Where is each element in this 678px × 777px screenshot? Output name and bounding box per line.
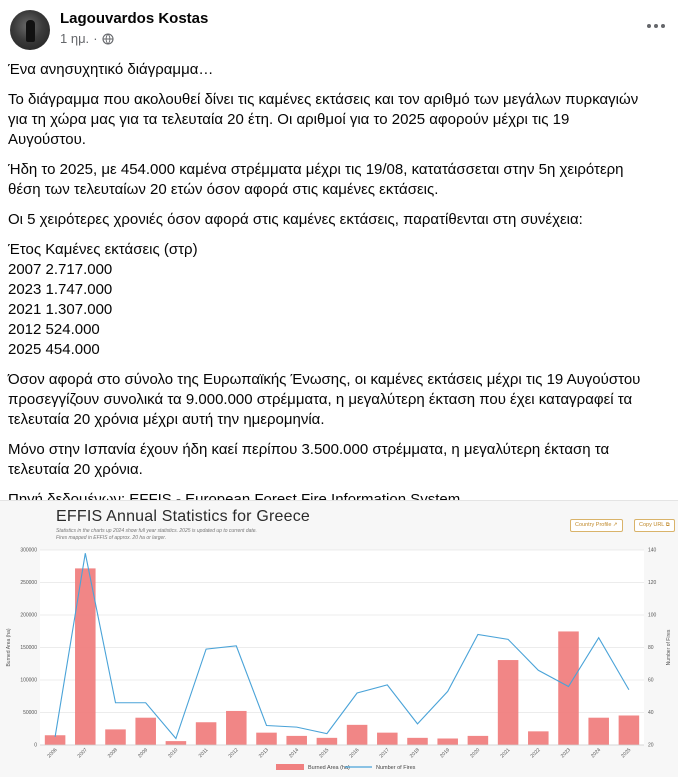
chart-subtitle-line: Statistics in the charts up 2024 show full year statistics. 2025 is updated up to current date.: [56, 528, 257, 534]
y-left-tick-label: 100000: [20, 677, 37, 684]
x-tick-label: 2024: [590, 747, 603, 760]
x-tick-label: 2025: [620, 747, 633, 760]
y-right-tick-label: 80: [648, 645, 654, 652]
burned-area-bar: [286, 736, 307, 745]
post-text: [8, 60, 648, 520]
burned-area-bar: [196, 722, 217, 745]
burned-area-bar: [377, 733, 398, 745]
x-tick-label: 2019: [439, 747, 452, 760]
list-line: 2007 2.717.000: [8, 261, 113, 278]
x-tick-label: 2021: [499, 747, 512, 760]
post-paragraph: Το διάγραμμα που ακολουθεί δίνει τις καμένες εκτάσεις και τον αριθμό των μεγάλων πυρκαγιών για τη χώρα μας για τα τελευταία 20 έτη. Οι αριθμοί για το 2025 αφορούν μέχρι τις 19 Αυγούστου.: [8, 91, 639, 148]
chart-subtitle-line: Fires mapped in EFFIS of approx. 20 ha or larger.: [56, 534, 167, 541]
globe-icon: [102, 33, 114, 45]
y-right-axis-title: Number of Fires: [666, 629, 672, 666]
burned-area-bar: [558, 631, 579, 745]
burned-area-bar: [498, 660, 519, 745]
country-profile-label: Country Profile: [575, 522, 612, 528]
y-right-tick-label: 60: [648, 677, 654, 684]
list-line: 2025 454.000: [8, 341, 100, 358]
list-line: 2023 1.747.000: [8, 281, 113, 298]
y-left-tick-label: 50000: [23, 710, 37, 717]
y-right-tick-label: 140: [648, 547, 657, 554]
x-tick-label: 2017: [378, 747, 391, 760]
post-paragraph: Οι 5 χειρότερες χρονιές όσον αφορά στις καμένες εκτάσεις, παρατίθενται στη συνέχεια:: [8, 211, 583, 228]
y-left-tick-label: 150000: [20, 645, 37, 652]
worst-years-list: [8, 240, 648, 360]
burned-area-bar: [317, 738, 338, 745]
x-tick-label: 2012: [227, 747, 240, 760]
burned-area-bar: [437, 739, 458, 746]
burned-area-bar: [166, 741, 187, 745]
chart-image[interactable]: [0, 500, 678, 777]
x-tick-label: 2023: [559, 747, 572, 760]
burned-area-bar: [588, 718, 609, 745]
post-meta: [60, 31, 114, 46]
avatar[interactable]: [10, 10, 50, 50]
x-tick-label: 2013: [257, 747, 270, 760]
copy-url-label: Copy URL: [639, 522, 665, 528]
post-paragraph: Μόνο στην Ισπανία έχουν ήδη καεί περίπου 3.500.000 στρέμματα, η μεγαλύτερη έκταση τα τελευταία 20 χρόνια.: [8, 441, 610, 478]
y-right-tick-label: 120: [648, 580, 657, 587]
chart-title: EFFIS Annual Statistics for Greece: [56, 508, 311, 525]
burned-area-bar: [468, 736, 489, 745]
effis-chart: [0, 501, 678, 777]
post-paragraph: Όσον αφορά στο σύνολο της Ευρωπαϊκής Ένωσης, οι καμένες εκτάσεις μέχρι τις 19 Αυγούστου προσεγγίζουν συνολικά τα 9.000.000 στρέμματα, η μεγαλύτερη έκταση που έχει καταγραφεί τα τελευταία 20 χρόνια μέχρι αυτή την ημερομηνία.: [8, 371, 641, 428]
list-line: 2012 524.000: [8, 321, 100, 338]
x-tick-label: 2008: [106, 747, 119, 760]
x-tick-label: 2006: [46, 747, 59, 760]
y-right-tick-label: 20: [648, 742, 654, 749]
y-left-tick-label: 200000: [20, 612, 37, 619]
x-tick-label: 2020: [469, 747, 482, 760]
country-profile-button[interactable]: Country Profile ↗: [570, 519, 623, 532]
burned-area-bar: [619, 715, 640, 745]
list-line: 2021 1.307.000: [8, 301, 113, 318]
y-right-tick-label: 40: [648, 710, 654, 717]
post-paragraph: Ένα ανησυχητικό διάγραμμα…: [8, 61, 214, 78]
burned-area-bar: [407, 738, 428, 745]
x-tick-label: 2009: [137, 747, 150, 760]
burned-area-bar: [256, 733, 277, 745]
legend-label-number-of-fires: Number of Fires: [376, 765, 416, 771]
list-line: Έτος Καμένες εκτάσεις (στρ): [8, 241, 198, 258]
burned-area-bar: [105, 729, 126, 745]
y-left-tick-label: 0: [34, 742, 37, 749]
burned-area-bar: [226, 711, 247, 745]
x-tick-label: 2015: [318, 747, 331, 760]
x-tick-label: 2010: [167, 747, 180, 760]
y-left-axis-title: Burned Area (ha): [6, 628, 12, 667]
y-right-tick-label: 100: [648, 612, 657, 619]
post-time[interactable]: 1 ημ.: [60, 31, 90, 46]
post-header: [8, 8, 668, 52]
post-paragraph: Ήδη το 2025, με 454.000 καμένα στρέμματα μέχρι τις 19/08, κατατάσσεται στην 5η χειρότερη θέση των τελευταίων 20 ετών όσον αφορά στις καμένες εκτάσεις.: [8, 161, 624, 198]
burned-area-bar: [135, 718, 156, 745]
x-tick-label: 2018: [408, 747, 421, 760]
burned-area-bar: [528, 731, 549, 745]
burned-area-bar: [347, 725, 368, 745]
more-options-icon[interactable]: [644, 14, 668, 38]
x-tick-label: 2007: [76, 747, 89, 760]
x-tick-label: 2022: [529, 747, 542, 760]
legend-bar-swatch: [276, 764, 304, 770]
y-left-tick-label: 250000: [20, 580, 37, 587]
meta-separator: ·: [93, 31, 98, 46]
x-tick-label: 2011: [197, 747, 210, 760]
x-tick-label: 2014: [288, 747, 301, 760]
y-left-tick-label: 300000: [20, 547, 37, 554]
x-tick-label: 2016: [348, 747, 361, 760]
author-name[interactable]: Lagouvardos Kostas: [60, 10, 209, 27]
legend-label-burned-area: Burned Area (ha): [308, 765, 350, 771]
copy-url-button[interactable]: Copy URL ⧉: [634, 519, 675, 532]
